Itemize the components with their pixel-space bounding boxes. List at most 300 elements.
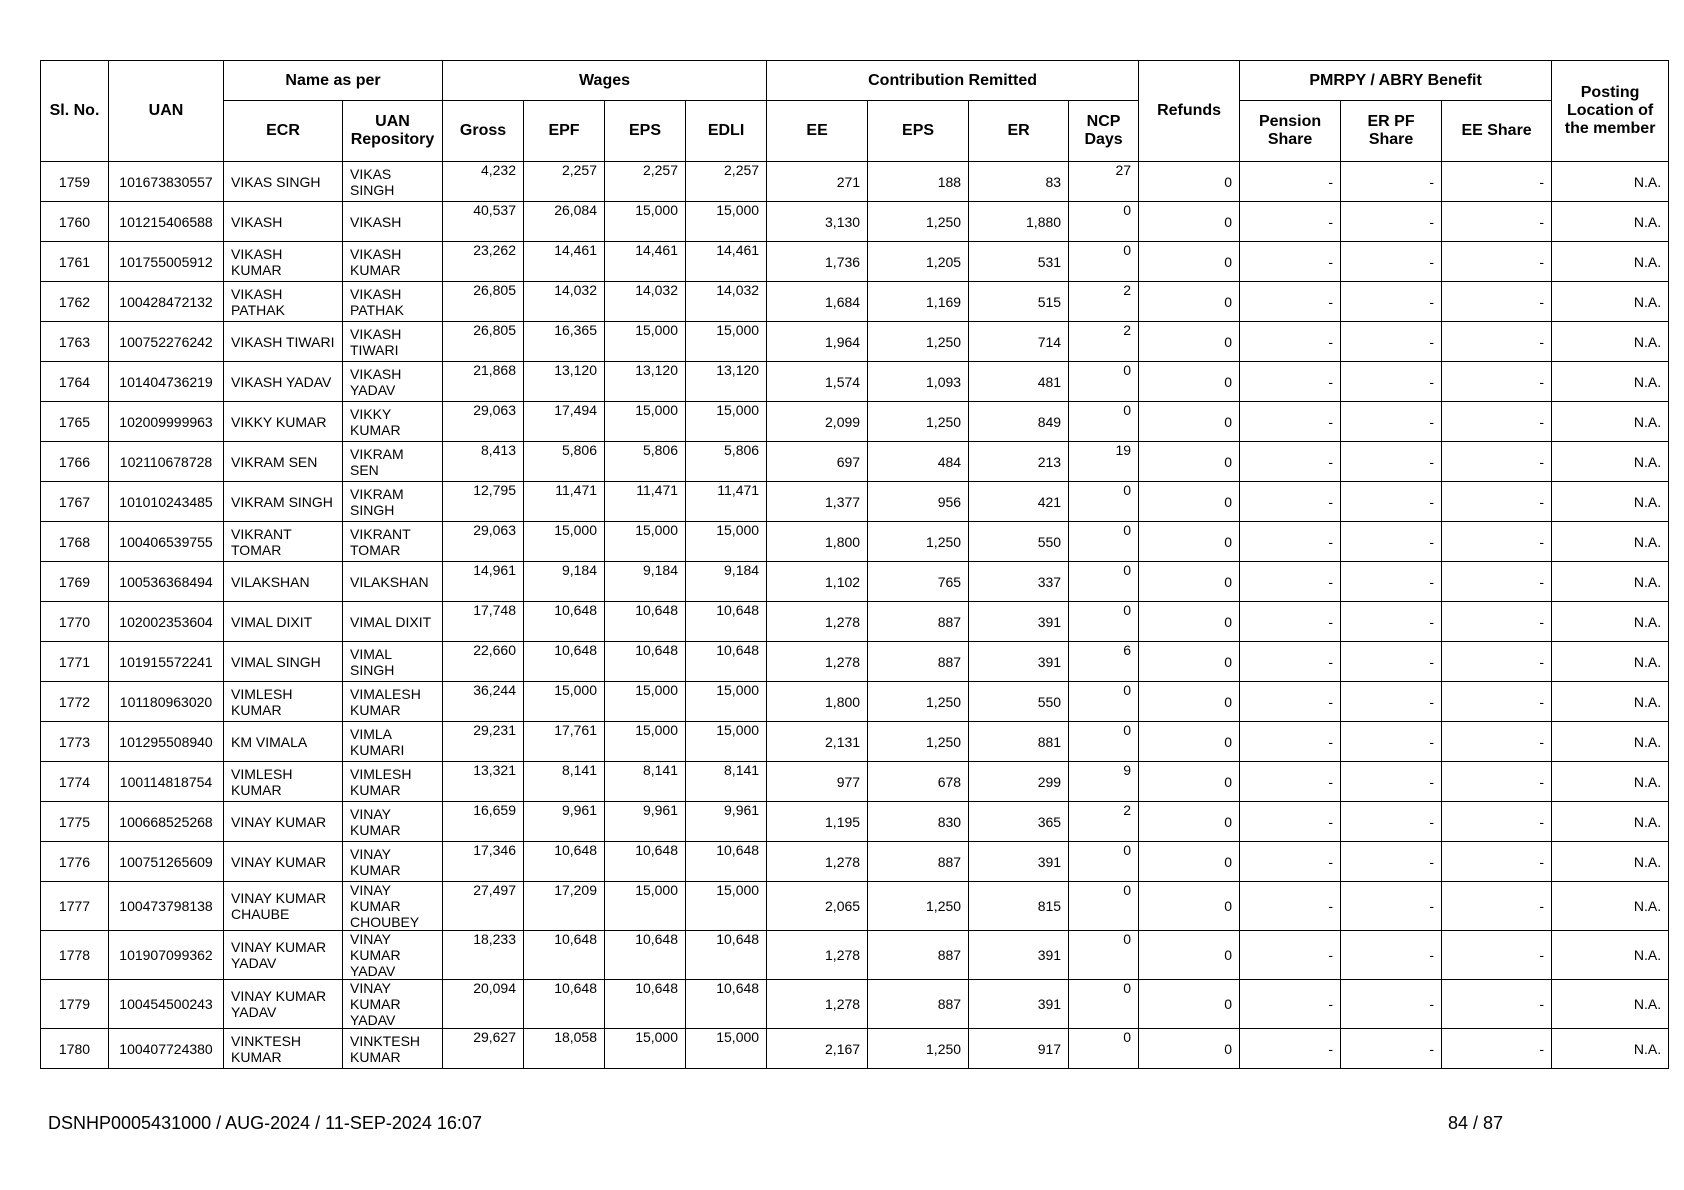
refunds-cell: 0	[1139, 482, 1240, 522]
ecr-name-cell: VINAY KUMAR	[224, 842, 343, 882]
ecr-name-cell: VILAKSHAN	[224, 562, 343, 602]
ecr-name-cell: VINKTESH KUMAR	[224, 1029, 343, 1069]
posting-location-cell: N.A.	[1552, 722, 1669, 762]
edli-wages-cell: 15,000	[686, 202, 767, 242]
er-pf-share-cell: -	[1341, 522, 1442, 562]
gross-wages-cell: 18,233	[443, 931, 524, 980]
ncp-days-cell: 0	[1069, 202, 1139, 242]
eps-contribution-cell: 484	[868, 442, 969, 482]
er-contribution-cell: 391	[969, 602, 1069, 642]
sl-no-cell: 1765	[41, 402, 109, 442]
er-contribution-cell: 714	[969, 322, 1069, 362]
header-ncp-days: NCP Days	[1069, 101, 1139, 162]
gross-wages-cell: 26,805	[443, 322, 524, 362]
eps-contribution-cell: 1,250	[868, 402, 969, 442]
refunds-cell: 0	[1139, 802, 1240, 842]
eps-wages-cell: 10,648	[605, 602, 686, 642]
eps-contribution-cell: 1,093	[868, 362, 969, 402]
uan-cell: 100454500243	[109, 980, 224, 1029]
edli-wages-cell: 15,000	[686, 882, 767, 931]
refunds-cell: 0	[1139, 842, 1240, 882]
edli-wages-cell: 10,648	[686, 642, 767, 682]
document-reference: DSNHP0005431000 / AUG-2024 / 11-SEP-2024 16:07	[48, 1113, 482, 1133]
er-pf-share-cell: -	[1341, 162, 1442, 202]
ncp-days-cell: 0	[1069, 362, 1139, 402]
refunds-cell: 0	[1139, 202, 1240, 242]
er-contribution-cell: 391	[969, 980, 1069, 1029]
ncp-days-cell: 0	[1069, 842, 1139, 882]
uan-repository-name-cell: VIKKY KUMAR	[343, 402, 443, 442]
uan-cell: 100752276242	[109, 322, 224, 362]
ecr-name-cell: VINAY KUMAR	[224, 802, 343, 842]
refunds-cell: 0	[1139, 762, 1240, 802]
ee-share-cell: -	[1442, 202, 1552, 242]
table-row	[41, 202, 1669, 242]
pension-share-cell: -	[1240, 522, 1341, 562]
posting-location-cell: N.A.	[1552, 762, 1669, 802]
table-row	[41, 442, 1669, 482]
pension-share-cell: -	[1240, 562, 1341, 602]
uan-repository-name-cell: VIKRANT TOMAR	[343, 522, 443, 562]
edli-wages-cell: 15,000	[686, 322, 767, 362]
eps-contribution-cell: 1,250	[868, 322, 969, 362]
ee-share-cell: -	[1442, 482, 1552, 522]
ecr-name-cell: VINAY KUMAR YADAV	[224, 931, 343, 980]
uan-repository-name-cell: VIMAL DIXIT	[343, 602, 443, 642]
posting-location-cell: N.A.	[1552, 322, 1669, 362]
pension-share-cell: -	[1240, 442, 1341, 482]
table-row	[41, 842, 1669, 882]
sl-no-cell: 1770	[41, 602, 109, 642]
ncp-days-cell: 0	[1069, 980, 1139, 1029]
table-row	[41, 322, 1669, 362]
uan-cell: 101755005912	[109, 242, 224, 282]
posting-location-cell: N.A.	[1552, 842, 1669, 882]
pension-share-cell: -	[1240, 682, 1341, 722]
ncp-days-cell: 0	[1069, 682, 1139, 722]
er-pf-share-cell: -	[1341, 802, 1442, 842]
er-pf-share-cell: -	[1341, 402, 1442, 442]
table-row	[41, 722, 1669, 762]
uan-cell: 100668525268	[109, 802, 224, 842]
ee-contribution-cell: 271	[767, 162, 868, 202]
eps-wages-cell: 15,000	[605, 522, 686, 562]
edli-wages-cell: 15,000	[686, 722, 767, 762]
uan-cell: 101404736219	[109, 362, 224, 402]
edli-wages-cell: 13,120	[686, 362, 767, 402]
edli-wages-cell: 10,648	[686, 842, 767, 882]
ee-share-cell: -	[1442, 882, 1552, 931]
refunds-cell: 0	[1139, 980, 1240, 1029]
ee-contribution-cell: 1,195	[767, 802, 868, 842]
posting-location-cell: N.A.	[1552, 282, 1669, 322]
uan-cell: 100751265609	[109, 842, 224, 882]
eps-contribution-cell: 1,250	[868, 722, 969, 762]
gross-wages-cell: 23,262	[443, 242, 524, 282]
header-contribution-group: Contribution Remitted	[767, 61, 1139, 101]
sl-no-cell: 1763	[41, 322, 109, 362]
refunds-cell: 0	[1139, 362, 1240, 402]
ecr-name-cell: VINAY KUMAR CHAUBE	[224, 882, 343, 931]
er-pf-share-cell: -	[1341, 842, 1442, 882]
ecr-name-cell: KM VIMALA	[224, 722, 343, 762]
sl-no-cell: 1761	[41, 242, 109, 282]
header-gross: Gross	[443, 101, 524, 162]
eps-wages-cell: 13,120	[605, 362, 686, 402]
ee-share-cell: -	[1442, 722, 1552, 762]
uan-cell: 102009999963	[109, 402, 224, 442]
ncp-days-cell: 2	[1069, 282, 1139, 322]
eps-wages-cell: 15,000	[605, 322, 686, 362]
sl-no-cell: 1775	[41, 802, 109, 842]
eps-wages-cell: 10,648	[605, 931, 686, 980]
refunds-cell: 0	[1139, 682, 1240, 722]
er-pf-share-cell: -	[1341, 1029, 1442, 1069]
uan-repository-name-cell: VIKRAM SEN	[343, 442, 443, 482]
er-pf-share-cell: -	[1341, 882, 1442, 931]
refunds-cell: 0	[1139, 322, 1240, 362]
pension-share-cell: -	[1240, 602, 1341, 642]
ee-share-cell: -	[1442, 642, 1552, 682]
ecr-name-cell: VIKASH	[224, 202, 343, 242]
ee-share-cell: -	[1442, 931, 1552, 980]
eps-contribution-cell: 887	[868, 931, 969, 980]
ee-contribution-cell: 2,065	[767, 882, 868, 931]
ee-contribution-cell: 1,278	[767, 931, 868, 980]
ncp-days-cell: 19	[1069, 442, 1139, 482]
uan-cell: 101180963020	[109, 682, 224, 722]
header-er: ER	[969, 101, 1069, 162]
ncp-days-cell: 2	[1069, 322, 1139, 362]
er-pf-share-cell: -	[1341, 682, 1442, 722]
ee-share-cell: -	[1442, 802, 1552, 842]
eps-wages-cell: 8,141	[605, 762, 686, 802]
epf-wages-cell: 17,494	[524, 402, 605, 442]
ecr-name-cell: VIKASH TIWARI	[224, 322, 343, 362]
refunds-cell: 0	[1139, 562, 1240, 602]
table-row	[41, 882, 1669, 931]
gross-wages-cell: 8,413	[443, 442, 524, 482]
uan-cell: 102002353604	[109, 602, 224, 642]
epf-wages-cell: 10,648	[524, 931, 605, 980]
eps-wages-cell: 14,032	[605, 282, 686, 322]
uan-repository-name-cell: VINAY KUMAR YADAV	[343, 931, 443, 980]
epf-wages-cell: 18,058	[524, 1029, 605, 1069]
posting-location-cell: N.A.	[1552, 162, 1669, 202]
header-pmrpy-group: PMRPY / ABRY Benefit	[1240, 61, 1552, 101]
posting-location-cell: N.A.	[1552, 402, 1669, 442]
er-pf-share-cell: -	[1341, 562, 1442, 602]
eps-contribution-cell: 1,250	[868, 1029, 969, 1069]
ee-contribution-cell: 1,964	[767, 322, 868, 362]
gross-wages-cell: 29,627	[443, 1029, 524, 1069]
uan-cell: 100536368494	[109, 562, 224, 602]
eps-wages-cell: 15,000	[605, 722, 686, 762]
uan-repository-name-cell: VINAY KUMAR CHOUBEY	[343, 882, 443, 931]
uan-repository-name-cell: VIMALESH KUMAR	[343, 682, 443, 722]
ee-share-cell: -	[1442, 842, 1552, 882]
sl-no-cell: 1760	[41, 202, 109, 242]
ee-contribution-cell: 1,278	[767, 842, 868, 882]
ee-share-cell: -	[1442, 362, 1552, 402]
edli-wages-cell: 8,141	[686, 762, 767, 802]
posting-location-cell: N.A.	[1552, 931, 1669, 980]
gross-wages-cell: 4,232	[443, 162, 524, 202]
er-contribution-cell: 213	[969, 442, 1069, 482]
eps-contribution-cell: 1,250	[868, 882, 969, 931]
er-contribution-cell: 299	[969, 762, 1069, 802]
ncp-days-cell: 0	[1069, 562, 1139, 602]
refunds-cell: 0	[1139, 402, 1240, 442]
ee-contribution-cell: 1,684	[767, 282, 868, 322]
ecr-name-cell: VIMAL DIXIT	[224, 602, 343, 642]
ee-contribution-cell: 697	[767, 442, 868, 482]
ecr-name-cell: VIKRAM SEN	[224, 442, 343, 482]
edli-wages-cell: 15,000	[686, 522, 767, 562]
ncp-days-cell: 0	[1069, 882, 1139, 931]
ee-contribution-cell: 1,800	[767, 682, 868, 722]
epf-wages-cell: 15,000	[524, 522, 605, 562]
uan-repository-name-cell: VINAY KUMAR	[343, 842, 443, 882]
ee-share-cell: -	[1442, 980, 1552, 1029]
posting-location-cell: N.A.	[1552, 802, 1669, 842]
table-row	[41, 980, 1669, 1029]
uan-cell: 101907099362	[109, 931, 224, 980]
uan-cell: 100114818754	[109, 762, 224, 802]
er-contribution-cell: 365	[969, 802, 1069, 842]
ee-contribution-cell: 1,278	[767, 980, 868, 1029]
er-contribution-cell: 917	[969, 1029, 1069, 1069]
ecr-name-cell: VINAY KUMAR YADAV	[224, 980, 343, 1029]
ecr-name-cell: VIKASH PATHAK	[224, 282, 343, 322]
table-row	[41, 682, 1669, 722]
pension-share-cell: -	[1240, 980, 1341, 1029]
posting-location-cell: N.A.	[1552, 980, 1669, 1029]
header-uan: UAN	[109, 61, 224, 162]
header-posting-location: Posting Location of the member	[1552, 61, 1669, 162]
ecr-name-cell: VIKKY KUMAR	[224, 402, 343, 442]
posting-location-cell: N.A.	[1552, 682, 1669, 722]
pension-share-cell: -	[1240, 762, 1341, 802]
epf-wages-cell: 10,648	[524, 642, 605, 682]
ee-share-cell: -	[1442, 402, 1552, 442]
eps-wages-cell: 10,648	[605, 642, 686, 682]
posting-location-cell: N.A.	[1552, 1029, 1669, 1069]
edli-wages-cell: 10,648	[686, 980, 767, 1029]
uan-repository-name-cell: VIKASH YADAV	[343, 362, 443, 402]
er-pf-share-cell: -	[1341, 642, 1442, 682]
ee-share-cell: -	[1442, 602, 1552, 642]
er-contribution-cell: 1,880	[969, 202, 1069, 242]
uan-repository-name-cell: VIKASH	[343, 202, 443, 242]
sl-no-cell: 1769	[41, 562, 109, 602]
posting-location-cell: N.A.	[1552, 242, 1669, 282]
ee-contribution-cell: 1,278	[767, 602, 868, 642]
eps-wages-cell: 9,184	[605, 562, 686, 602]
header-sl-no: Sl. No.	[41, 61, 109, 162]
table-row	[41, 1029, 1669, 1069]
sl-no-cell: 1778	[41, 931, 109, 980]
pension-share-cell: -	[1240, 642, 1341, 682]
eps-wages-cell: 11,471	[605, 482, 686, 522]
edli-wages-cell: 15,000	[686, 1029, 767, 1069]
pension-share-cell: -	[1240, 802, 1341, 842]
ee-contribution-cell: 1,278	[767, 642, 868, 682]
eps-wages-cell: 15,000	[605, 682, 686, 722]
eps-contribution-cell: 887	[868, 842, 969, 882]
page-number: 84 / 87	[1448, 1113, 1504, 1133]
posting-location-cell: N.A.	[1552, 562, 1669, 602]
epf-wages-cell: 17,761	[524, 722, 605, 762]
edli-wages-cell: 15,000	[686, 402, 767, 442]
edli-wages-cell: 10,648	[686, 602, 767, 642]
eps-wages-cell: 10,648	[605, 842, 686, 882]
epf-wages-cell: 10,648	[524, 842, 605, 882]
table-row	[41, 162, 1669, 202]
gross-wages-cell: 20,094	[443, 980, 524, 1029]
refunds-cell: 0	[1139, 522, 1240, 562]
header-er-pf-share: ER PF Share	[1341, 101, 1442, 162]
sl-no-cell: 1766	[41, 442, 109, 482]
epf-wages-cell: 8,141	[524, 762, 605, 802]
ee-share-cell: -	[1442, 282, 1552, 322]
ecr-name-cell: VIMLESH KUMAR	[224, 682, 343, 722]
table-row	[41, 642, 1669, 682]
epf-wages-cell: 9,961	[524, 802, 605, 842]
header-refunds: Refunds	[1139, 61, 1240, 162]
epf-wages-cell: 11,471	[524, 482, 605, 522]
er-pf-share-cell: -	[1341, 442, 1442, 482]
eps-wages-cell: 14,461	[605, 242, 686, 282]
uan-cell: 100406539755	[109, 522, 224, 562]
ncp-days-cell: 27	[1069, 162, 1139, 202]
er-pf-share-cell: -	[1341, 722, 1442, 762]
pension-share-cell: -	[1240, 242, 1341, 282]
er-contribution-cell: 481	[969, 362, 1069, 402]
pension-share-cell: -	[1240, 842, 1341, 882]
uan-cell: 101215406588	[109, 202, 224, 242]
pension-share-cell: -	[1240, 1029, 1341, 1069]
epf-wages-cell: 17,209	[524, 882, 605, 931]
er-pf-share-cell: -	[1341, 482, 1442, 522]
refunds-cell: 0	[1139, 882, 1240, 931]
gross-wages-cell: 27,497	[443, 882, 524, 931]
er-pf-share-cell: -	[1341, 362, 1442, 402]
header-ee-share: EE Share	[1442, 101, 1552, 162]
er-contribution-cell: 550	[969, 682, 1069, 722]
uan-repository-name-cell: VINAY KUMAR YADAV	[343, 980, 443, 1029]
uan-cell: 100428472132	[109, 282, 224, 322]
uan-repository-name-cell: VIKASH TIWARI	[343, 322, 443, 362]
refunds-cell: 0	[1139, 602, 1240, 642]
gross-wages-cell: 12,795	[443, 482, 524, 522]
ee-contribution-cell: 977	[767, 762, 868, 802]
uan-cell: 101915572241	[109, 642, 224, 682]
refunds-cell: 0	[1139, 282, 1240, 322]
eps-contribution-cell: 887	[868, 642, 969, 682]
er-pf-share-cell: -	[1341, 931, 1442, 980]
posting-location-cell: N.A.	[1552, 602, 1669, 642]
er-contribution-cell: 550	[969, 522, 1069, 562]
uan-repository-name-cell: VIMLA KUMARI	[343, 722, 443, 762]
ecr-name-cell: VIKASH YADAV	[224, 362, 343, 402]
ee-share-cell: -	[1442, 1029, 1552, 1069]
epf-wages-cell: 26,084	[524, 202, 605, 242]
uan-repository-name-cell: VILAKSHAN	[343, 562, 443, 602]
sl-no-cell: 1774	[41, 762, 109, 802]
eps-contribution-cell: 678	[868, 762, 969, 802]
eps-wages-cell: 2,257	[605, 162, 686, 202]
ncp-days-cell: 0	[1069, 242, 1139, 282]
ncp-days-cell: 0	[1069, 402, 1139, 442]
gross-wages-cell: 36,244	[443, 682, 524, 722]
epf-wages-cell: 9,184	[524, 562, 605, 602]
gross-wages-cell: 26,805	[443, 282, 524, 322]
ee-contribution-cell: 1,102	[767, 562, 868, 602]
header-contribution-eps: EPS	[868, 101, 969, 162]
eps-contribution-cell: 887	[868, 980, 969, 1029]
ncp-days-cell: 2	[1069, 802, 1139, 842]
er-contribution-cell: 391	[969, 931, 1069, 980]
er-pf-share-cell: -	[1341, 322, 1442, 362]
epf-wages-cell: 16,365	[524, 322, 605, 362]
ee-contribution-cell: 2,131	[767, 722, 868, 762]
ecr-name-cell: VIMAL SINGH	[224, 642, 343, 682]
header-ecr: ECR	[224, 101, 343, 162]
table-row	[41, 242, 1669, 282]
sl-no-cell: 1777	[41, 882, 109, 931]
er-contribution-cell: 83	[969, 162, 1069, 202]
gross-wages-cell: 29,063	[443, 522, 524, 562]
eps-contribution-cell: 1,250	[868, 682, 969, 722]
header-name-group: Name as per	[224, 61, 443, 101]
eps-wages-cell: 9,961	[605, 802, 686, 842]
table-row	[41, 482, 1669, 522]
pension-share-cell: -	[1240, 162, 1341, 202]
uan-cell: 100473798138	[109, 882, 224, 931]
er-pf-share-cell: -	[1341, 202, 1442, 242]
refunds-cell: 0	[1139, 162, 1240, 202]
refunds-cell: 0	[1139, 642, 1240, 682]
table-row	[41, 602, 1669, 642]
posting-location-cell: N.A.	[1552, 362, 1669, 402]
epf-wages-cell: 15,000	[524, 682, 605, 722]
pension-share-cell: -	[1240, 882, 1341, 931]
edli-wages-cell: 11,471	[686, 482, 767, 522]
sl-no-cell: 1776	[41, 842, 109, 882]
uan-repository-name-cell: VIMLESH KUMAR	[343, 762, 443, 802]
gross-wages-cell: 13,321	[443, 762, 524, 802]
refunds-cell: 0	[1139, 1029, 1240, 1069]
edli-wages-cell: 10,648	[686, 931, 767, 980]
eps-wages-cell: 5,806	[605, 442, 686, 482]
eps-wages-cell: 15,000	[605, 402, 686, 442]
table-row	[41, 362, 1669, 402]
ncp-days-cell: 6	[1069, 642, 1139, 682]
table-row	[41, 762, 1669, 802]
uan-cell: 102110678728	[109, 442, 224, 482]
sl-no-cell: 1768	[41, 522, 109, 562]
gross-wages-cell: 17,346	[443, 842, 524, 882]
er-contribution-cell: 391	[969, 842, 1069, 882]
er-contribution-cell: 421	[969, 482, 1069, 522]
ee-contribution-cell: 2,099	[767, 402, 868, 442]
ncp-days-cell: 9	[1069, 762, 1139, 802]
eps-contribution-cell: 956	[868, 482, 969, 522]
ee-share-cell: -	[1442, 562, 1552, 602]
pension-share-cell: -	[1240, 482, 1341, 522]
uan-cell: 101673830557	[109, 162, 224, 202]
